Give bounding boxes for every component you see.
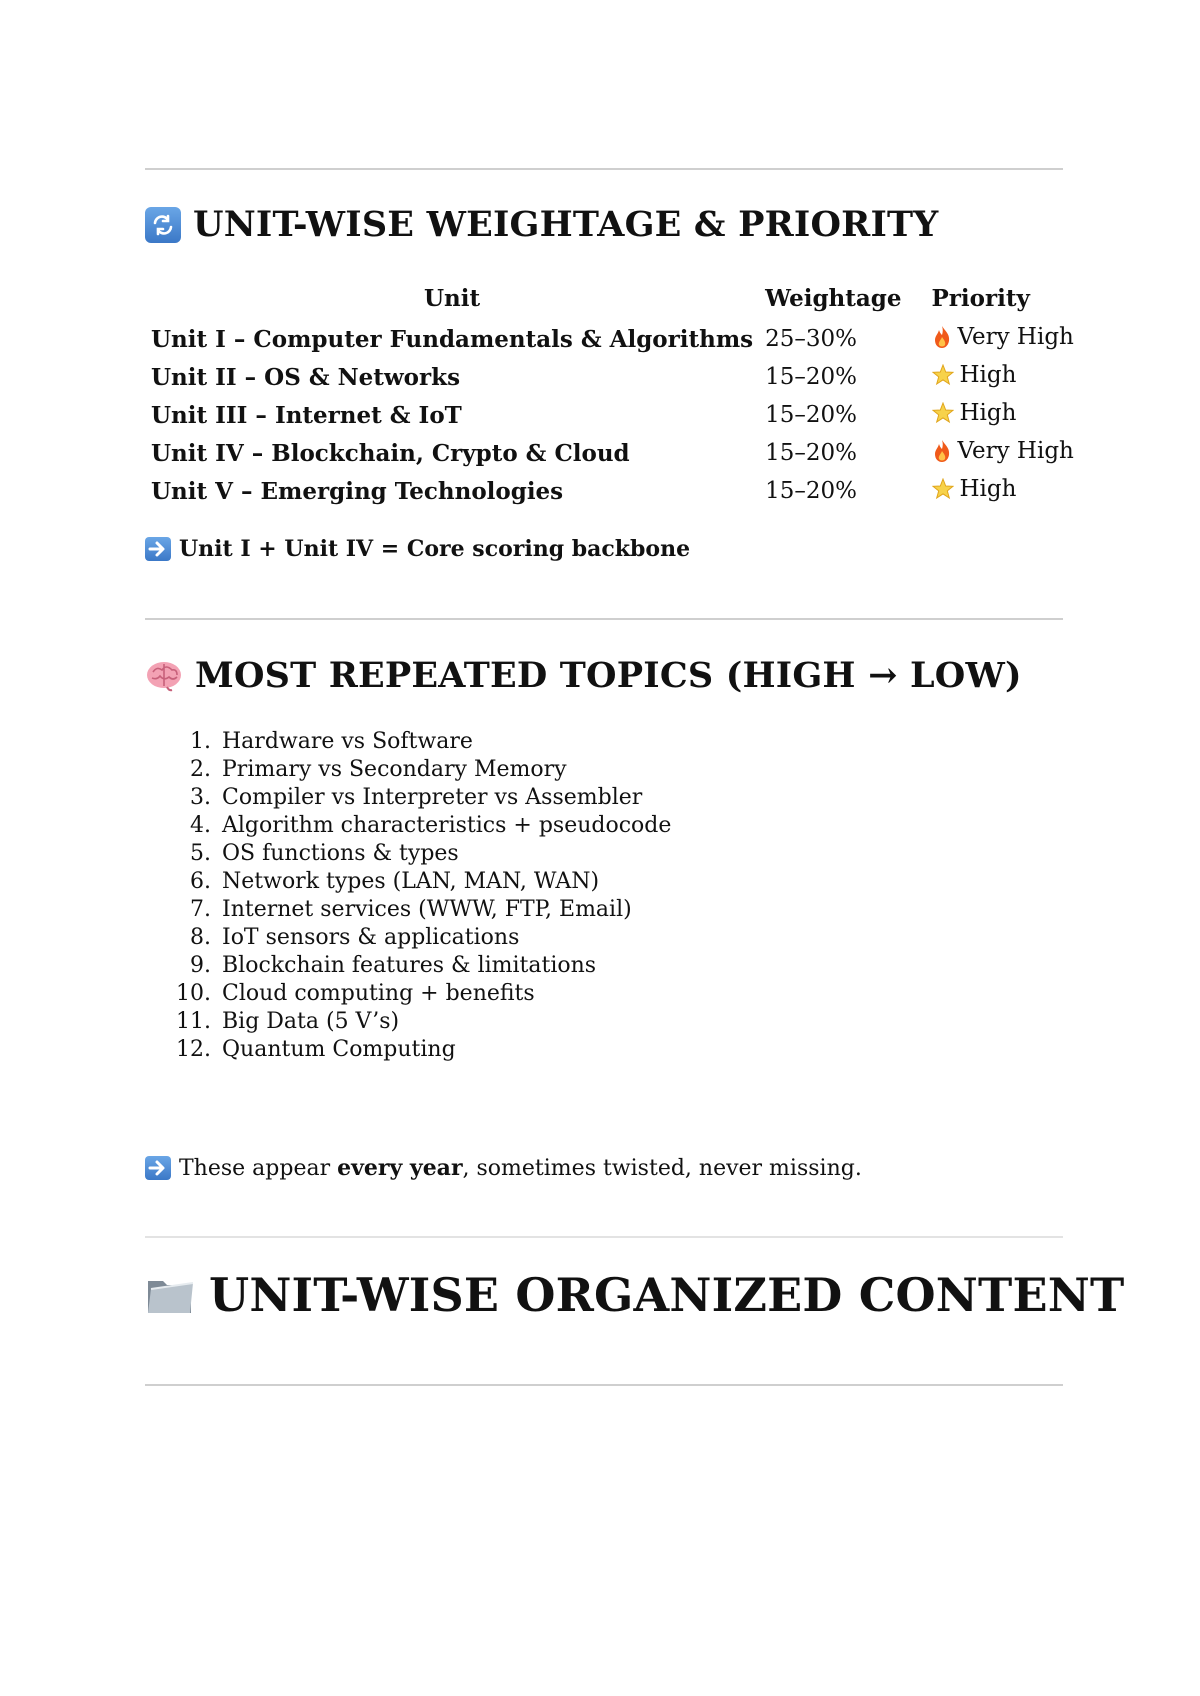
- priority-label: Very High: [957, 437, 1074, 464]
- heading-topics: [145, 655, 1022, 696]
- cell-priority: [908, 472, 1080, 510]
- list-item: 6. Network types (LAN, MAN, WAN): [218, 868, 671, 896]
- header-weightage: Weightage: [765, 284, 902, 312]
- right-arrow-icon: [145, 537, 171, 561]
- cell-unit: Unit I – Computer Fundamentals & Algorithms: [151, 325, 754, 353]
- right-arrow-icon: [145, 1156, 171, 1180]
- star-icon: [932, 478, 954, 500]
- table-row: [145, 472, 1080, 510]
- weightage-note: [145, 536, 690, 562]
- weightage-note-text: Unit I + Unit IV = Core scoring backbone: [179, 536, 691, 562]
- cell-weightage: 15–20%: [765, 478, 858, 504]
- cell-unit: Unit IV – Blockchain, Crypto & Cloud: [151, 439, 630, 467]
- table-row: [145, 358, 1080, 396]
- heading-content-text: UNIT-WISE ORGANIZED CONTENT: [209, 1268, 1125, 1322]
- divider-lower: [145, 1236, 1063, 1238]
- divider-top: [145, 168, 1063, 170]
- list-item: 12. Quantum Computing: [218, 1036, 671, 1064]
- list-item: 9. Blockchain features & limitations: [218, 952, 671, 980]
- heading-weightage: [145, 204, 938, 245]
- divider-middle: [145, 618, 1063, 620]
- topics-note: [145, 1155, 862, 1181]
- cell-unit: Unit III – Internet & IoT: [151, 401, 462, 429]
- folder-icon: [145, 1273, 195, 1317]
- list-item: 4. Algorithm characteristics + pseudocode: [218, 812, 671, 840]
- brain-icon: [145, 660, 183, 692]
- cell-priority: [908, 320, 1080, 358]
- heading-weightage-text: UNIT-WISE WEIGHTAGE & PRIORITY: [193, 204, 939, 245]
- star-icon: [932, 402, 954, 424]
- cell-weightage: 25–30%: [765, 326, 858, 352]
- list-item: 1. Hardware vs Software: [218, 728, 671, 756]
- fire-icon: [932, 439, 952, 463]
- list-item: 7. Internet services (WWW, FTP, Email): [218, 896, 671, 924]
- list-item: 10. Cloud computing + benefits: [218, 980, 671, 1008]
- priority-label: High: [959, 476, 1017, 502]
- cell-unit: Unit V – Emerging Technologies: [151, 477, 564, 505]
- list-item: 11. Big Data (5 V’s): [218, 1008, 671, 1036]
- cell-weightage: 15–20%: [765, 364, 858, 390]
- star-icon: [932, 364, 954, 386]
- divider-bottom: [145, 1384, 1063, 1386]
- topics-note-bold: every year: [337, 1155, 463, 1181]
- list-item: 3. Compiler vs Interpreter vs Assembler: [218, 784, 671, 812]
- cell-priority: [908, 434, 1080, 472]
- repeat-icon: [145, 207, 181, 243]
- cell-unit: Unit II – OS & Networks: [151, 363, 461, 391]
- cell-priority: [908, 358, 1080, 396]
- weightage-table: [145, 278, 1080, 510]
- header-priority: Priority: [931, 284, 1030, 312]
- topics-note-before: These appear: [179, 1156, 338, 1181]
- list-item: 8. IoT sensors & applications: [218, 924, 671, 952]
- table-row: [145, 434, 1080, 472]
- cell-priority: [908, 396, 1080, 434]
- cell-weightage: 15–20%: [765, 402, 858, 428]
- topics-list: [145, 728, 671, 1064]
- table-row: [145, 320, 1080, 358]
- header-unit: Unit: [423, 284, 481, 312]
- list-item: 2. Primary vs Secondary Memory: [218, 756, 671, 784]
- topics-note-after: , sometimes twisted, never missing.: [462, 1156, 862, 1181]
- heading-content: [145, 1268, 1124, 1322]
- fire-icon: [932, 325, 952, 349]
- cell-weightage: 15–20%: [765, 440, 858, 466]
- heading-topics-text: MOST REPEATED TOPICS (HIGH → LOW): [195, 655, 1022, 696]
- list-item: 5. OS functions & types: [218, 840, 671, 868]
- table-row: [145, 396, 1080, 434]
- table-header-row: [145, 278, 1080, 320]
- priority-label: High: [959, 400, 1017, 426]
- topics-note-text: [179, 1155, 862, 1181]
- priority-label: High: [959, 362, 1017, 388]
- priority-label: Very High: [957, 323, 1074, 350]
